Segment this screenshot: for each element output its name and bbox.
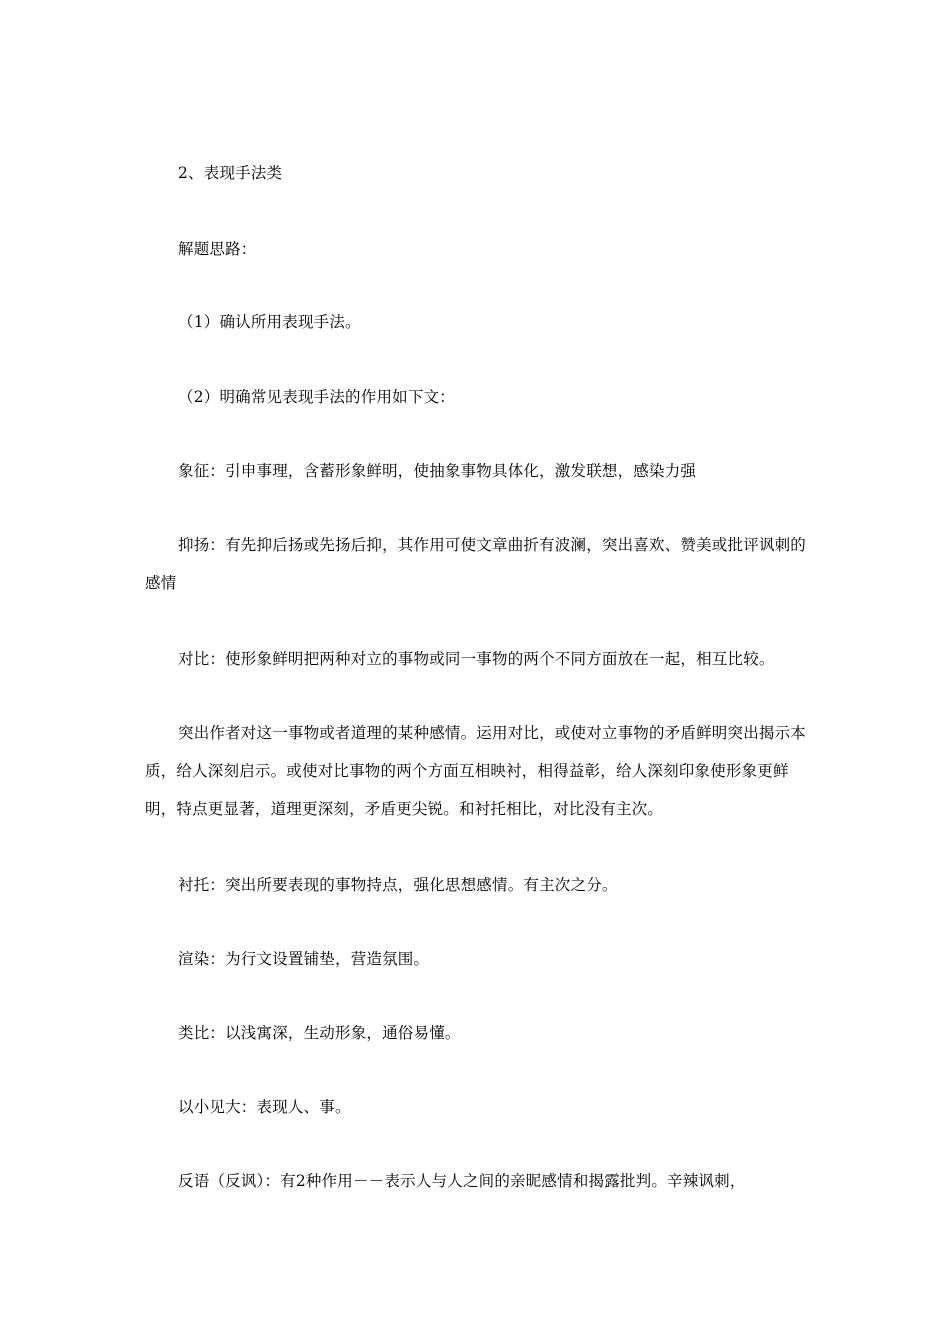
- irony-paragraph: 反语（反讽）：有2种作用－－表示人与人之间的亲昵感情和揭露批判。辛辣讽刺，: [178, 1172, 746, 1190]
- foil-paragraph: 衬托：突出所要表现的事物持点，强化思想感情。有主次之分。: [178, 876, 618, 894]
- suppress-praise-paragraph: 抑扬：有先抑后扬或先扬后抑，其作用可使文章曲折有波澜，突出喜欢、赞美或批评讽刺的感情: [145, 536, 807, 592]
- solving-approach-label: 解题思路：: [178, 240, 257, 258]
- contrast-detail-paragraph: 突出作者对这一事物或者道理的某种感情。运用对比，或使对立事物的矛盾鲜明突出揭示本质，给人深刻启示。或使对比事物的两个方面互相映衬，相得益彰，给人深刻印象使形象更鲜明，特点更显著，道理更深刻，矛盾更尖锐。和衬托相比，对比没有主次。: [145, 724, 807, 818]
- step-two-paragraph: （2）明确常见表现手法的作用如下文：: [178, 388, 455, 406]
- symbolism-paragraph: 象征：引申事理，含蓄形象鲜明，使抽象事物具体化，激发联想，感染力强: [178, 462, 697, 480]
- section-heading: 2、表现手法类: [178, 164, 283, 182]
- step-one-paragraph: （1）确认所用表现手法。: [178, 313, 361, 331]
- rendering-paragraph: 渲染：为行文设置铺垫，营造氛围。: [178, 950, 430, 968]
- contrast-paragraph: 对比：使形象鲜明把两种对立的事物或同一事物的两个不同方面放在一起，相互比较。: [178, 650, 775, 668]
- analogy-paragraph: 类比：以浅寓深，生动形象，通俗易懂。: [178, 1024, 461, 1042]
- small-to-large-paragraph: 以小见大：表现人、事。: [178, 1098, 351, 1116]
